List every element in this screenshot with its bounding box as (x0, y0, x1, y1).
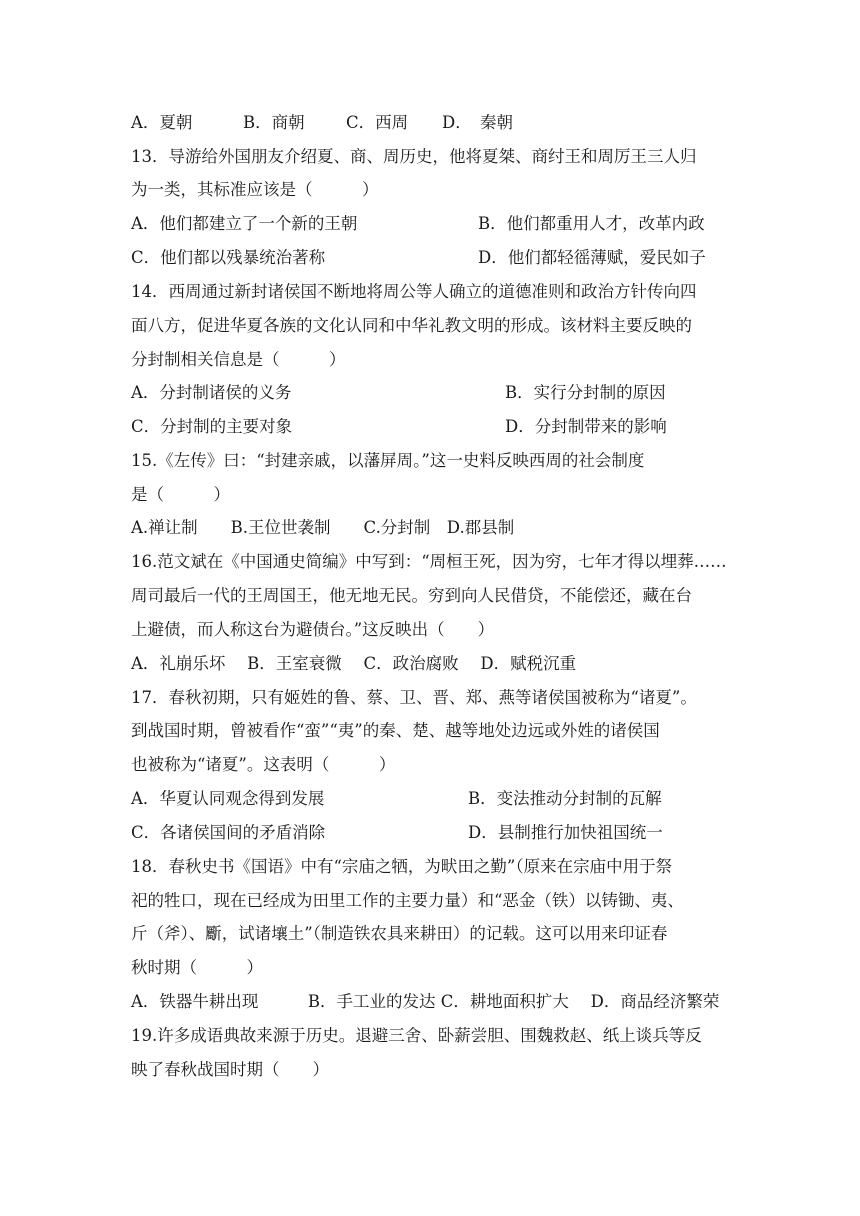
q12-option-d: D． 秦朝 (442, 113, 513, 132)
q15-options: A.禅让制 B.王位世袭制 C.分封制 D.郡县制 (131, 518, 515, 537)
q17-option-d: D．县制推行加快祖国统一 (468, 823, 663, 842)
q19-stem-line-2: 映了春秋战国时期（ ） (131, 1060, 329, 1079)
q14-stem-line-1: 14．西周通过新封诸侯国不断地将周公等人确立的道德准则和政治方针传向四 (131, 282, 697, 301)
q17-option-c: C．各诸侯国间的矛盾消除 (131, 823, 326, 842)
q14-option-d: D．分封制带来的影响 (505, 417, 667, 436)
q14-stem-line-2: 面八方，促进华夏各族的文化认同和中华礼教文明的形成。该材料主要反映的 (131, 316, 692, 335)
q12-option-c: C．西周 (346, 113, 409, 132)
q13-option-d: D．他们都轻徭薄赋，爱民如子 (478, 248, 706, 267)
q15-stem-line-2: 是（ ） (131, 485, 230, 504)
q17-stem-line-1: 17．春秋初期，只有姬姓的鲁、蔡、卫、晋、郑、燕等诸侯国被称为“诸夏”。 (131, 688, 697, 707)
q17-option-a: A．华夏认同观念得到发展 (131, 789, 325, 808)
q18-options: A．铁器牛耕出现 B．手工业的发达 C．耕地面积扩大 D．商品经济繁荣 (131, 992, 720, 1011)
q13-option-c: C．他们都以残暴统治著称 (131, 248, 326, 267)
q17-stem-line-2: 到战国时期，曾被看作“蛮”“夷”的秦、楚、越等地处边远或外姓的诸侯国 (131, 721, 660, 740)
q18-stem-line-1: 18．春秋史书《国语》中有“宗庙之牺，为畎田之勤”（原来在宗庙中用于祭 (131, 857, 673, 876)
q12-option-b: B．商朝 (243, 113, 305, 132)
q13-stem-line-2: 为一类，其标准应该是（ ） (131, 180, 379, 199)
q18-stem-line-4: 秋时期（ ） (131, 958, 263, 977)
q14-option-c: C．分封制的主要对象 (131, 417, 293, 436)
q13-option-a: A．他们都建立了一个新的王朝 (131, 214, 358, 233)
q18-stem-line-2: 祀的牲口，现在已经成为田里工作的主要力量）和“恶金（铁）以铸锄、夷、 (131, 891, 684, 910)
q16-stem-line-2: 周司最后一代的王周国王，他无地无民。穷到向人民借贷，不能偿还，藏在台 (131, 586, 692, 605)
q12-option-a: A．夏朝 (131, 113, 193, 132)
q13-option-b: B．他们都重用人才，改革内政 (478, 214, 705, 233)
q15-stem-line-1: 15.《左传》曰：“封建亲戚，以藩屏周。”这一史料反映西周的社会制度 (131, 451, 645, 470)
q14-option-a: A．分封制诸侯的义务 (131, 383, 292, 402)
q16-stem-line-1: 16.范文斌在《中国通史简编》中写到：“周桓王死，因为穷，七年才得以埋葬…… (131, 552, 727, 571)
q18-stem-line-3: 斤（斧）、斸，试诸壤土”（制造铁农具来耕田）的记载。这可以用来印证春 (131, 924, 668, 943)
q13-stem-line-1: 13．导游给外国朋友介绍夏、商、周历史，他将夏桀、商纣王和周厉王三人归 (131, 147, 697, 166)
q14-stem-line-3: 分封制相关信息是（ ） (131, 350, 346, 369)
q16-stem-line-3: 上避债，而人称这台为避债台。”这反映出（ ） (131, 620, 495, 639)
q14-option-b: B．实行分封制的原因 (505, 383, 666, 402)
q19-stem-line-1: 19.许多成语典故来源于历史。退避三舍、卧薪尝胆、围魏救赵、纸上谈兵等反 (131, 1026, 702, 1045)
q17-stem-line-3: 也被称为“诸夏”。这表明（ ） (131, 755, 396, 774)
q16-options: A．礼崩乐坏 B．王室衰微 C．政治腐败 D．赋税沉重 (131, 654, 577, 673)
q17-option-b: B．变法推动分封制的瓦解 (468, 789, 662, 808)
